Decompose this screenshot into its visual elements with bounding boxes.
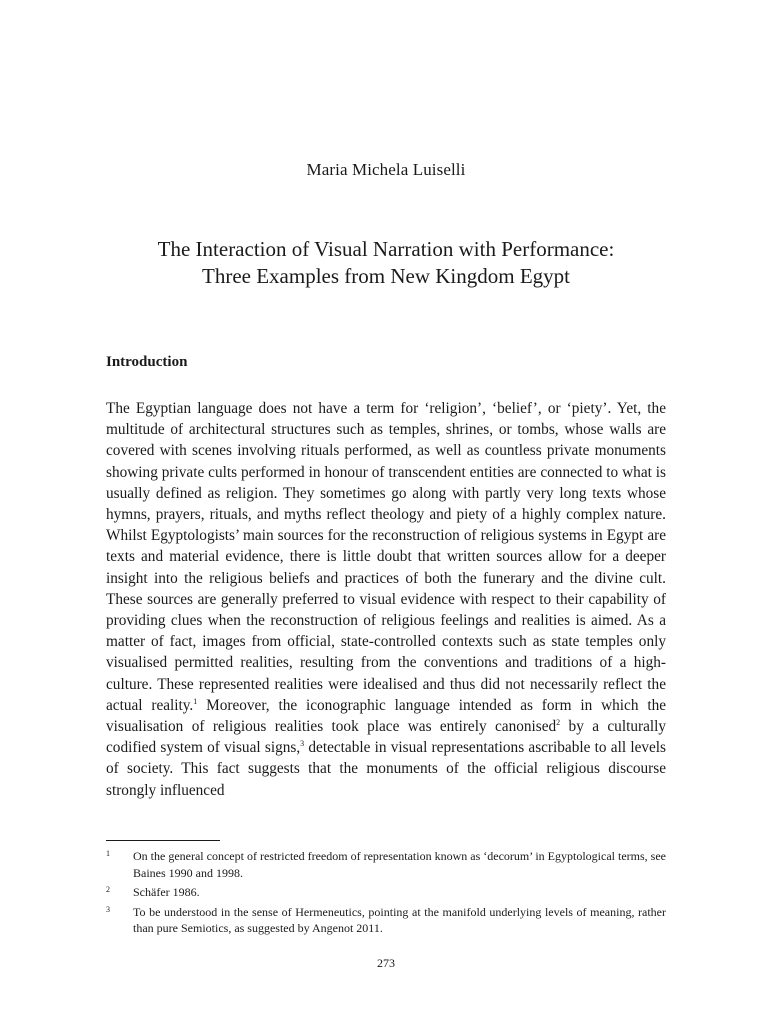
- footnote: [106, 848, 666, 881]
- page-number: 273: [377, 956, 395, 970]
- body-text-part-3: by a culturally codified system of visual signs,: [106, 718, 667, 757]
- footnote-ref-2: 2: [556, 717, 561, 727]
- footnote-divider: [106, 840, 220, 841]
- title-line-2: Three Examples from New Kingdom Egypt: [202, 264, 570, 288]
- footnote-number: 3: [106, 904, 110, 914]
- footnote-number: 2: [106, 885, 110, 894]
- author-name: Maria Michela Luiselli: [306, 160, 466, 179]
- footnote-text: To be understood in the sense of Hermeneutics, pointing at the manifold underlying levels of meaning, rather than pure Semiotics, as suggested by Angenot 2011.: [133, 904, 666, 935]
- body-text-part-4: detectable in visual representations ascribable to all levels of society. This fact suggests that the monuments of the official religious discourse strongly influenced: [106, 739, 667, 799]
- body-text-part-2: Moreover, the iconographic language intended as form in which the visualisation of religious realities took place was entirely canonised: [106, 696, 667, 736]
- footnote: [106, 884, 666, 901]
- footnote-text: On the general concept of restricted freedom of representation known as ‘decorum’ in Egyptological terms, see Baines 1990 and 1998.: [133, 849, 666, 880]
- footnote-text: Schäfer 1986.: [133, 885, 200, 899]
- footnote-number: 1: [106, 849, 110, 858]
- footnote-ref-1: 1: [193, 696, 198, 706]
- body-text-part-1: The Egyptian language does not have a term for ‘religion’, ‘belief’, or ‘piety’. Yet, the multitude of architectural structures such as temples, shrines, or tombs, whose walls are covered with scenes involving rituals performed, as well as countless private monuments showing private cults performed in honour of transcendent entities are connected to what is usually defined as religion. They sometimes go along with partly very long texts whose hymns, prayers, rituals, and myths reflect theology and piety of a highly complex nature. Whilst Egyptologists’ main sources for the reconstruction of religious systems in Egypt are texts and material evidence, there is little doubt that written sources allow for a deeper insight into the religious beliefs and practices of both the funerary and the divine cult. These sources are generally preferred to visual evidence with respect to their capability of providing clues when the reconstruction of religious feelings and realities is aimed. As a matter of fact, images from official, state-controlled contexts such as state temples only visualised permitted realities, resulting from the conventions and traditions of a high-culture. These represented realities were idealised and thus did not necessarily reflect the actual reality.: [106, 400, 666, 714]
- article-title: [106, 236, 666, 290]
- title-line-1: The Interaction of Visual Narration with Performance:: [157, 237, 615, 261]
- body-paragraph: [106, 398, 666, 801]
- footnote: [106, 904, 666, 937]
- footnote-ref-3: 3: [300, 739, 305, 749]
- footnotes: [106, 848, 666, 940]
- section-heading: Introduction: [106, 354, 188, 370]
